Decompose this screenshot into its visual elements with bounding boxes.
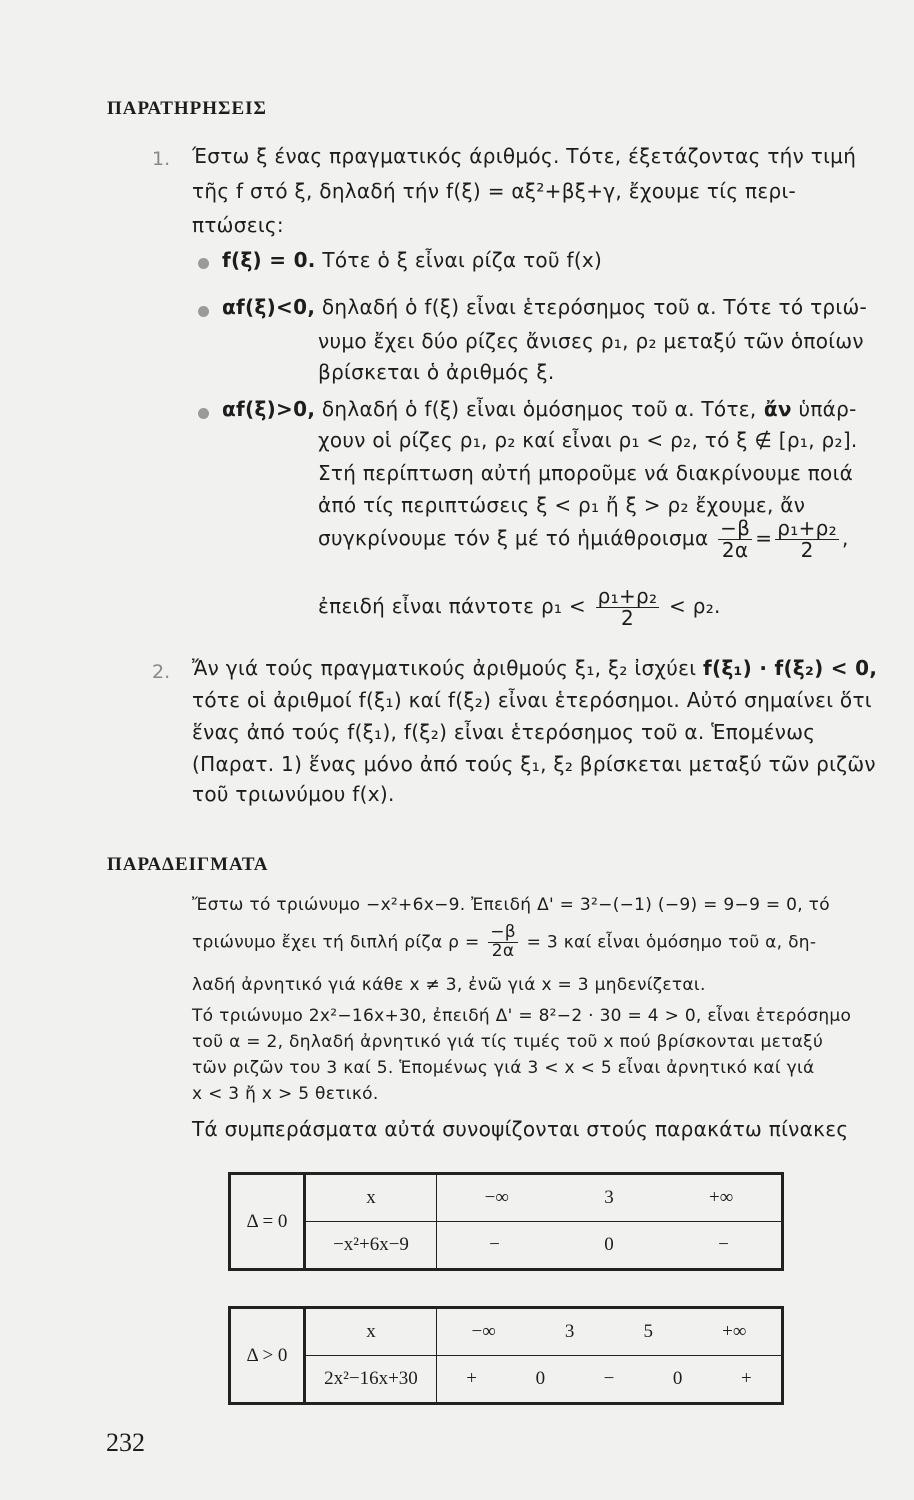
page-number: 232: [106, 1428, 145, 1457]
equals-sign: =: [755, 526, 773, 550]
bullet2-line2: νυμο ἔχει δύο ρίζες ἄνισες ρ₁, ρ₂ μεταξύ τῶν ὁποίων: [318, 329, 864, 353]
remark2-line1: [192, 656, 877, 680]
example-line2: [192, 924, 816, 961]
bullet3-line3: Στή περίπτωση αὐτή μποροῦμε νά διακρίνουμε ποιά: [318, 461, 854, 485]
table-cell: 3: [564, 1321, 575, 1342]
section-title-remarks: ΠΑΡΑΤΗΡΗΣΕΙΣ: [107, 98, 267, 119]
remark2-line3: ἕνας ἀπό τούς f(ξ₁), f(ξ₂) εἶναι ἑτερόσημος τοῦ α. Ἑπομένως: [192, 720, 816, 744]
table-cell: −: [718, 1234, 729, 1255]
table-row-values: [437, 1174, 783, 1222]
bullet1-text: Τότε ὁ ξ εἶναι ρίζα τοῦ f(x): [315, 248, 603, 272]
table-cell: +: [740, 1368, 752, 1389]
example-line4: Τό τριώνυμο 2x²−16x+30, ἐπειδή Δ' = 8²−2 · 30 = 4 > 0, εἶναι ἑτερόσημο: [192, 1006, 852, 1026]
fraction-denominator: 2: [620, 606, 634, 630]
bullet3-line5: [318, 518, 849, 561]
bullet3-line2: χουν οἱ ρίζες ρ₁, ρ₂ καί εἶναι ρ₁ < ρ₂, τό ξ ∉ [ρ₁, ρ₂].: [318, 428, 858, 452]
bullet3-tail: ὑπάρ-: [791, 397, 857, 421]
remark-number-2: 2.: [152, 661, 171, 683]
table-cell: +∞: [722, 1321, 747, 1342]
table-row-head: x: [305, 1174, 437, 1222]
table-cell: −∞: [484, 1187, 509, 1208]
table-cell: −: [489, 1234, 500, 1255]
remark1-line2: τῆς f στό ξ, δηλαδή τήν f(ξ) = αξ²+βξ+γ, ἔχουμε τίς περι-: [192, 179, 797, 203]
fraction-half-sum-roots: [596, 586, 660, 629]
fraction-numerator: ρ₁+ρ₂: [597, 584, 658, 608]
table-row-values: [437, 1356, 783, 1404]
section-title-examples: ΠΑΡΑΔΕΙΓΜΑΤΑ: [107, 854, 269, 875]
remark-number-1: 1.: [152, 148, 171, 170]
bullet-icon: [198, 258, 209, 269]
table-row-values: [437, 1308, 783, 1356]
example-line5: τοῦ α = 2, δηλαδή ἀρνητικό γιά τίς τιμές τοῦ x πού βρίσκονται μεταξύ: [192, 1032, 824, 1052]
table-row-values: [437, 1222, 783, 1270]
bullet3-line4: ἀπό τίς περιπτώσεις ξ < ρ₁ ἤ ξ > ρ₂ ἔχουμε, ἄν: [318, 493, 806, 517]
remark2-line4: (Παρατ. 1) ἕνας μόνο ἀπό τούς ξ₁, ξ₂ βρίσκεται μεταξύ τῶν ριζῶν: [192, 752, 876, 776]
table-cell: 0: [535, 1368, 546, 1389]
sign-table-delta-zero: [228, 1172, 784, 1271]
bullet-icon: [198, 306, 209, 317]
bullet2-line1: [222, 295, 867, 319]
bullet2-text: δηλαδή ὁ f(ξ) εἶναι ἑτερόσημος τοῦ α. Τότε τό τριώ-: [315, 295, 868, 319]
bullet2-condition: αf(ξ)<0,: [222, 295, 316, 319]
fraction-denominator: 2α: [721, 538, 749, 562]
bullet2-line3: βρίσκεται ὁ ἀριθμός ξ.: [318, 360, 555, 384]
example-line2-tail: = 3 καί εἶναι ὁμόσημο τοῦ α, δη-: [526, 932, 817, 953]
table-cell: +: [466, 1368, 477, 1389]
table-label: Δ > 0: [230, 1308, 305, 1404]
table-cell: 0: [672, 1368, 683, 1389]
table-cell: −: [603, 1368, 615, 1389]
table-label: Δ = 0: [230, 1174, 305, 1270]
table-cell: +∞: [709, 1187, 734, 1208]
fraction-minus-b-over-2a: [718, 518, 752, 561]
bullet3-line5-text: συγκρίνουμε τόν ξ μέ τό ἡμιάθροισμα: [318, 526, 709, 550]
comma: ,: [841, 526, 849, 550]
table-cell: 5: [643, 1321, 654, 1342]
table-cell: 0: [604, 1234, 614, 1255]
bullet3-condition: αf(ξ)>0,: [222, 397, 316, 421]
example-line2-text: τριώνυμο ἔχει τή διπλή ρίζα ρ =: [192, 932, 480, 953]
remark2-line1-text: Ἄν γιά τούς πραγματικούς ἀριθμούς ξ₁, ξ₂ ἰσχύει: [192, 656, 703, 680]
sign-table-delta-positive: [228, 1306, 784, 1405]
remark1-line1: Έστω ξ ένας πραγματικός άριθμός. Τότε, έξετάζοντας τήν τιμή: [192, 144, 857, 168]
table-row-head: −x²+6x−9: [305, 1222, 437, 1270]
example-line8: Τά συμπεράσματα αὐτά συνοψίζονται στούς παρακάτω πίνακες: [192, 1117, 849, 1141]
bullet3-line1: [222, 397, 857, 421]
example-line1: Ἔστω τό τριώνυμο −x²+6x−9. Ἐπειδή Δ' = 3²−(−1) (−9) = 9−9 = 0, τό: [192, 895, 830, 915]
bullet3-line6: [318, 586, 721, 629]
table-row-head: 2x²−16x+30: [305, 1356, 437, 1404]
table-row-head: x: [305, 1308, 437, 1356]
remark2-line2: τότε οἱ ἀριθμοί f(ξ₁) καί f(ξ₂) εἶναι ἑτερόσημοι. Αὐτό σημαίνει ὅτι: [192, 688, 872, 712]
fraction-half-sum-roots: [775, 518, 839, 561]
fraction-numerator: −β: [720, 516, 751, 540]
example-line3: λαδή ἀρνητικό γιά κάθε x ≠ 3, ἐνῶ γιά x = 3 μηδενίζεται.: [192, 975, 706, 995]
bullet3-line6-tail: < ρ₂.: [669, 594, 721, 618]
table-cell: −∞: [471, 1321, 496, 1342]
example-line6: τῶν ριζῶν του 3 καί 5. Ἑπομένως γιά 3 < x < 5 εἶναι ἀρνητικό καί γιά: [192, 1058, 815, 1078]
bullet-icon: [198, 408, 209, 419]
bullet1-condition: f(ξ) = 0.: [222, 248, 316, 272]
fraction-denominator: 2α: [491, 940, 515, 961]
example-line7: x < 3 ἤ x > 5 θετικό.: [192, 1084, 379, 1104]
fraction-denominator: 2: [800, 538, 814, 562]
remark1-line3: πτώσεις:: [192, 213, 284, 237]
fraction-minus-b-over-2a: [488, 924, 518, 961]
table-cell: 3: [604, 1187, 614, 1208]
fraction-numerator: ρ₁+ρ₂: [777, 516, 837, 540]
remark2-condition: f(ξ₁) · f(ξ₂) < 0,: [703, 656, 878, 680]
remark2-line5: τοῦ τριωνύμου f(x).: [192, 782, 395, 806]
bullet3-line6-text: ἐπειδή εἶναι πάντοτε ρ₁ <: [318, 594, 586, 618]
bullet3-an: ἄν: [756, 397, 792, 421]
bullet1-line1: [222, 248, 602, 272]
bullet3-text: δηλαδή ὁ f(ξ) εἶναι ὁμόσημος τοῦ α. Τότε,: [315, 397, 757, 421]
fraction-numerator: −β: [490, 922, 516, 942]
